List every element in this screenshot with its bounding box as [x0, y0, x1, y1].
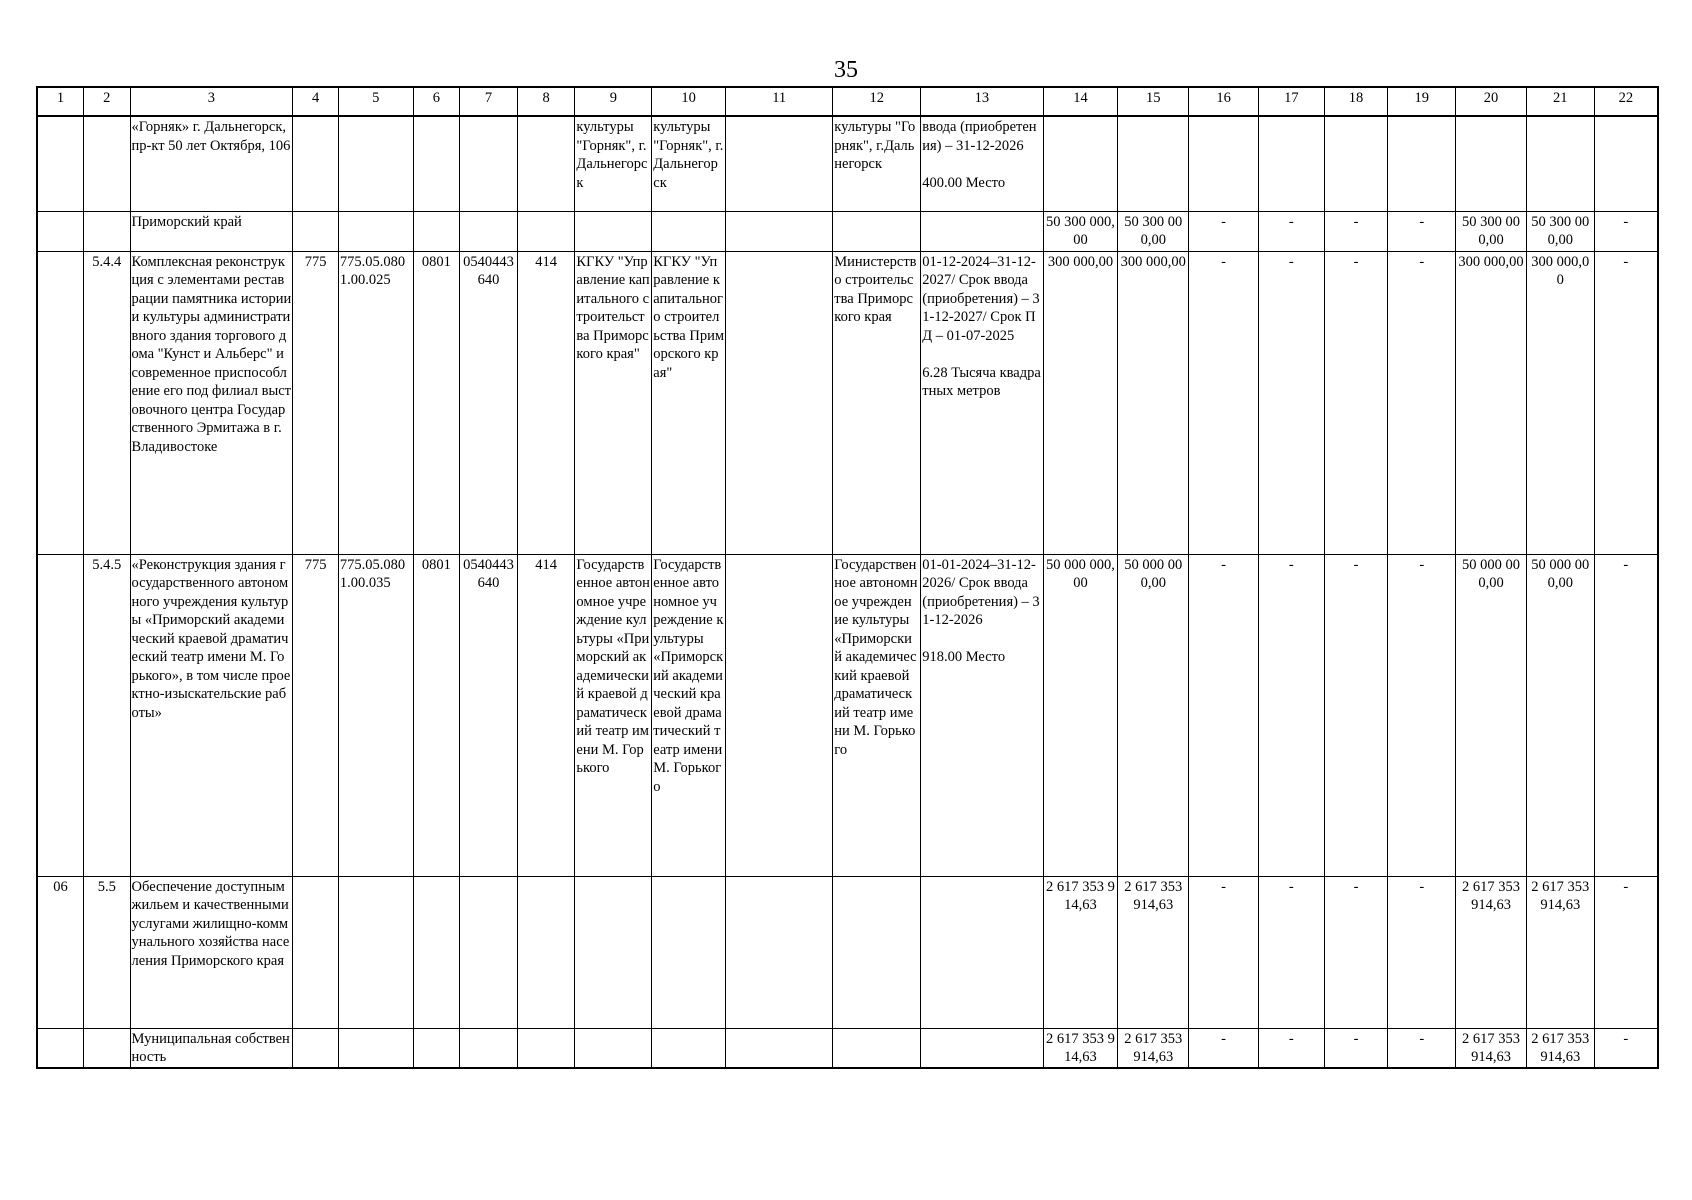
- column-header: 5: [338, 87, 413, 116]
- table-cell: 300 000,00: [1118, 251, 1189, 554]
- table-row: [37, 211, 1658, 251]
- table-cell: Министерство строительства Приморского края: [833, 251, 921, 554]
- column-header: 3: [130, 87, 293, 116]
- table-cell: [413, 211, 460, 251]
- table-cell: Обеспечение доступным жильем и качественными услугами жилищно-коммунального хозяйства населения Приморского края: [130, 876, 293, 1028]
- table-cell: [575, 211, 652, 251]
- table-cell: -: [1324, 876, 1388, 1028]
- column-header: 6: [413, 87, 460, 116]
- table-cell: 775: [293, 251, 339, 554]
- table-cell: [1043, 116, 1118, 211]
- table-cell: «Горняк» г. Дальнегорск, пр-кт 50 лет Октября, 106: [130, 116, 293, 211]
- table-row: [37, 116, 1658, 211]
- table-cell: 2 617 353 914,63: [1043, 876, 1118, 1028]
- column-header: 16: [1189, 87, 1259, 116]
- table-cell: [726, 251, 833, 554]
- table-cell: 50 000 000,00: [1456, 554, 1527, 876]
- table-cell: -: [1594, 876, 1658, 1028]
- table-cell: [338, 116, 413, 211]
- table-cell: Государственное автономное учреждение культуры «Приморский академический краевой драматический театр имени М. Горького: [575, 554, 652, 876]
- table-cell: [293, 116, 339, 211]
- table-cell: -: [1189, 1028, 1259, 1068]
- table-cell: культуры "Горняк", г.Дальнегорск: [575, 116, 652, 211]
- table-cell: [460, 116, 518, 211]
- table-cell: [833, 1028, 921, 1068]
- table-cell: [460, 211, 518, 251]
- table-cell: [921, 1028, 1043, 1068]
- table-cell: [517, 876, 575, 1028]
- table-cell: 50 000 000,00: [1118, 554, 1189, 876]
- table-cell: -: [1189, 554, 1259, 876]
- table-cell: культуры "Горняк", г.Дальнегорск: [833, 116, 921, 211]
- table-cell: [293, 1028, 339, 1068]
- table-cell: 0540443640: [460, 251, 518, 554]
- table-cell: -: [1324, 1028, 1388, 1068]
- table-cell: 0801: [413, 251, 460, 554]
- table-cell: культуры "Горняк", г.Дальнегорск: [652, 116, 726, 211]
- table-cell: 300 000,00: [1526, 251, 1594, 554]
- table-cell: [293, 211, 339, 251]
- table-cell: -: [1324, 251, 1388, 554]
- table-cell: [84, 1028, 131, 1068]
- table-cell: [1526, 116, 1594, 211]
- table-cell: [517, 211, 575, 251]
- table-cell: -: [1324, 211, 1388, 251]
- table-cell: [37, 1028, 84, 1068]
- table-cell: 5.4.4: [84, 251, 131, 554]
- table-cell: -: [1594, 1028, 1658, 1068]
- table-cell: КГКУ "Управление капитального строительства Приморского края": [652, 251, 726, 554]
- table-cell: 414: [517, 251, 575, 554]
- column-header: 2: [84, 87, 131, 116]
- table-cell: [37, 211, 84, 251]
- table-cell: [575, 1028, 652, 1068]
- table-cell: [726, 554, 833, 876]
- column-header: 12: [833, 87, 921, 116]
- table-cell: [293, 876, 339, 1028]
- table-cell: -: [1258, 1028, 1324, 1068]
- table-cell: Комплексная реконструкция с элементами реставрации памятника истории и культуры административного здания торгового дома "Кунст и Альберс" и современное приспособление его под филиал выстовочного центра Государственного Эрмитажа в г. Владивостоке: [130, 251, 293, 554]
- table-cell: -: [1258, 211, 1324, 251]
- table-cell: 2 617 353 914,63: [1456, 1028, 1527, 1068]
- table-cell: 50 300 000,00: [1526, 211, 1594, 251]
- table-cell: [1118, 116, 1189, 211]
- table-cell: -: [1388, 1028, 1456, 1068]
- budget-table: [36, 86, 1659, 1069]
- table-cell: [575, 876, 652, 1028]
- table-cell: Государственное автономное учреждение культуры «Приморский академический краевой драматический театр имени М. Горького: [652, 554, 726, 876]
- table-cell: -: [1388, 876, 1456, 1028]
- table-cell: 775.05.0801.00.025: [338, 251, 413, 554]
- column-header: 13: [921, 87, 1043, 116]
- table-cell: 300 000,00: [1456, 251, 1527, 554]
- table-cell: [726, 116, 833, 211]
- table-cell: -: [1594, 211, 1658, 251]
- table-cell: [338, 1028, 413, 1068]
- table-cell: [921, 876, 1043, 1028]
- column-header: 18: [1324, 87, 1388, 116]
- table-cell: 2 617 353 914,63: [1118, 1028, 1189, 1068]
- table-cell: 775.05.0801.00.035: [338, 554, 413, 876]
- column-header: 10: [652, 87, 726, 116]
- table-cell: [460, 1028, 518, 1068]
- table-cell: -: [1258, 251, 1324, 554]
- column-header: 21: [1526, 87, 1594, 116]
- table-cell: [517, 1028, 575, 1068]
- table-cell: [413, 876, 460, 1028]
- table-cell: -: [1324, 554, 1388, 876]
- table-cell: [1456, 116, 1527, 211]
- table-cell: 06: [37, 876, 84, 1028]
- table-cell: 01-12-2024–31-12-2027/ Срок ввода (приобретения) – 31-12-2027/ Срок ПД – 01-07-2025 6.28 Тысяча квадратных метров: [921, 251, 1043, 554]
- table-cell: 50 300 000,00: [1456, 211, 1527, 251]
- table-cell: [84, 211, 131, 251]
- table-row: [37, 876, 1658, 1028]
- table-cell: 50 300 000,00: [1043, 211, 1118, 251]
- table-cell: [37, 251, 84, 554]
- table-cell: 2 617 353 914,63: [1043, 1028, 1118, 1068]
- table-cell: 414: [517, 554, 575, 876]
- table-cell: [517, 116, 575, 211]
- table-cell: [37, 554, 84, 876]
- table-cell: 50 300 000,00: [1118, 211, 1189, 251]
- table-cell: [338, 876, 413, 1028]
- table-cell: 2 617 353 914,63: [1118, 876, 1189, 1028]
- table-cell: 300 000,00: [1043, 251, 1118, 554]
- table-cell: -: [1594, 554, 1658, 876]
- table-cell: -: [1388, 554, 1456, 876]
- column-header: 19: [1388, 87, 1456, 116]
- table-cell: [1258, 116, 1324, 211]
- table-cell: 0801: [413, 554, 460, 876]
- column-header: 17: [1258, 87, 1324, 116]
- table-cell: 0540443640: [460, 554, 518, 876]
- column-header: 20: [1456, 87, 1527, 116]
- table-cell: ввода (приобретения) – 31-12-2026 400.00 Место: [921, 116, 1043, 211]
- table-cell: 775: [293, 554, 339, 876]
- table-cell: -: [1189, 211, 1259, 251]
- table-cell: [833, 876, 921, 1028]
- table-cell: КГКУ "Управление капитального строительства Приморского края": [575, 251, 652, 554]
- table-cell: 01-01-2024–31-12-2026/ Срок ввода (приобретения) – 31-12-2026 918.00 Место: [921, 554, 1043, 876]
- column-header: 1: [37, 87, 84, 116]
- table-cell: Приморский край: [130, 211, 293, 251]
- table-cell: -: [1258, 876, 1324, 1028]
- table-cell: 5.4.5: [84, 554, 131, 876]
- column-header: 7: [460, 87, 518, 116]
- table-cell: 50 000 000,00: [1526, 554, 1594, 876]
- column-header: 8: [517, 87, 575, 116]
- table-cell: 2 617 353 914,63: [1526, 876, 1594, 1028]
- table-cell: [1388, 116, 1456, 211]
- table-cell: 50 000 000,00: [1043, 554, 1118, 876]
- table-row: [37, 251, 1658, 554]
- table-cell: Государственное автономное учреждение культуры «Приморский академический краевой драматический театр имени М. Горького: [833, 554, 921, 876]
- table-cell: -: [1189, 251, 1259, 554]
- table-cell: [37, 116, 84, 211]
- page-number: 35: [834, 57, 858, 83]
- table-cell: [726, 1028, 833, 1068]
- table-cell: [833, 211, 921, 251]
- table-cell: [84, 116, 131, 211]
- table-cell: [1324, 116, 1388, 211]
- table-cell: Муниципальная собственность: [130, 1028, 293, 1068]
- header-row: [37, 87, 1658, 116]
- table-cell: [1594, 116, 1658, 211]
- table-row: [37, 554, 1658, 876]
- table-cell: [921, 211, 1043, 251]
- column-header: 22: [1594, 87, 1658, 116]
- table-row: [37, 1028, 1658, 1068]
- column-header: 9: [575, 87, 652, 116]
- table-cell: [460, 876, 518, 1028]
- table-cell: «Реконструкция здания государственного автономного учреждения культуры «Приморский академический краевой драматический театр имени М. Горького», в том числе проектно-изыскательские работы»: [130, 554, 293, 876]
- table-cell: [338, 211, 413, 251]
- table-cell: -: [1258, 554, 1324, 876]
- column-header: 15: [1118, 87, 1189, 116]
- table-cell: -: [1388, 251, 1456, 554]
- table-cell: [413, 116, 460, 211]
- table-cell: 2 617 353 914,63: [1456, 876, 1527, 1028]
- table-cell: [652, 1028, 726, 1068]
- table-cell: [726, 211, 833, 251]
- table-cell: 5.5: [84, 876, 131, 1028]
- table-cell: -: [1388, 211, 1456, 251]
- column-header: 14: [1043, 87, 1118, 116]
- table-cell: [1189, 116, 1259, 211]
- table-cell: [413, 1028, 460, 1068]
- column-header: 11: [726, 87, 833, 116]
- table-cell: 2 617 353 914,63: [1526, 1028, 1594, 1068]
- table-cell: -: [1189, 876, 1259, 1028]
- table-cell: -: [1594, 251, 1658, 554]
- table-cell: [726, 876, 833, 1028]
- column-header: 4: [293, 87, 339, 116]
- table-cell: [652, 211, 726, 251]
- table-cell: [652, 876, 726, 1028]
